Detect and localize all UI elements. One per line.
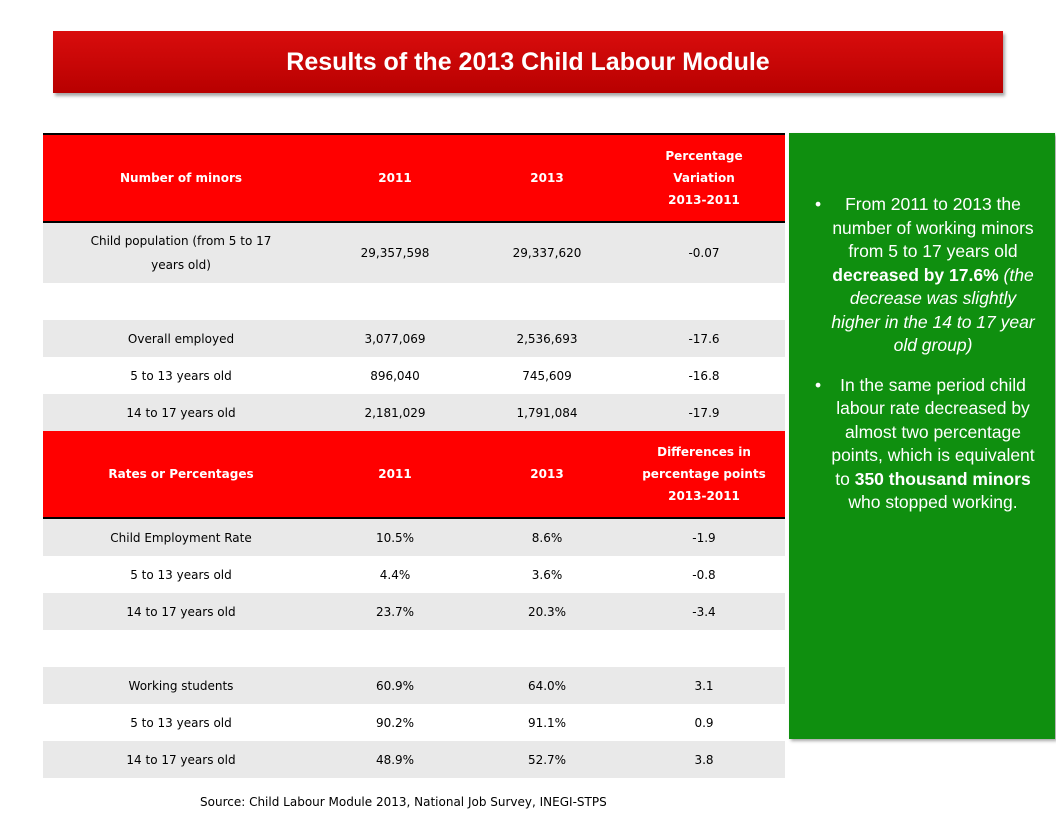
table-row bbox=[43, 518, 785, 556]
header-line: 2013-2011 bbox=[668, 193, 740, 207]
table-cell bbox=[623, 283, 785, 320]
table-cell: 29,357,598 bbox=[319, 222, 471, 283]
header-cell: 2011 bbox=[319, 431, 471, 518]
table-cell: 60.9% bbox=[319, 667, 471, 704]
header-line: Percentage bbox=[665, 149, 743, 163]
table-cell: -3.4 bbox=[623, 593, 785, 630]
table-cell: 48.9% bbox=[319, 741, 471, 778]
table-cell: Child Employment Rate bbox=[43, 518, 319, 556]
table-cell: -0.8 bbox=[623, 556, 785, 593]
table-cell: Working students bbox=[43, 667, 319, 704]
summary-bullet bbox=[815, 193, 1041, 358]
table-cell bbox=[623, 630, 785, 667]
header-cell: Rates or Percentages bbox=[43, 431, 319, 518]
source-note: Source: Child Labour Module 2013, National Job Survey, INEGI-STPS bbox=[200, 795, 607, 809]
table-cell bbox=[43, 283, 319, 320]
table-cell bbox=[471, 630, 623, 667]
table-cell: 5 to 13 years old bbox=[43, 556, 319, 593]
bullet-icon: • bbox=[815, 194, 822, 214]
title-banner bbox=[53, 31, 1003, 93]
header-line: 2013-2011 bbox=[668, 489, 740, 503]
summary-text: In the same period child labour rate decreased by almost two percentage points, which is equivalent to bbox=[831, 374, 1035, 489]
summary-bold: decreased by 17.6% bbox=[832, 264, 999, 285]
table-row bbox=[43, 593, 785, 630]
header-cell: Number of minors bbox=[43, 134, 319, 222]
table-cell: 52.7% bbox=[471, 741, 623, 778]
table-cell: 10.5% bbox=[319, 518, 471, 556]
table-row bbox=[43, 394, 785, 431]
summary-box bbox=[789, 133, 1055, 739]
table-cell: 2,536,693 bbox=[471, 320, 623, 357]
table-cell bbox=[43, 630, 319, 667]
table-cell: 3.8 bbox=[623, 741, 785, 778]
table-cell: 1,791,084 bbox=[471, 394, 623, 431]
table-cell: -0.07 bbox=[623, 222, 785, 283]
table-cell: -16.8 bbox=[623, 357, 785, 394]
table-cell: 3,077,069 bbox=[319, 320, 471, 357]
table-cell bbox=[43, 222, 319, 283]
summary-text: who stopped working. bbox=[848, 492, 1018, 512]
table-spacer-row bbox=[43, 630, 785, 667]
table-row bbox=[43, 556, 785, 593]
table-cell: 2,181,029 bbox=[319, 394, 471, 431]
table-cell: 896,040 bbox=[319, 357, 471, 394]
header-cell: 2013 bbox=[471, 134, 623, 222]
header-cell: 2013 bbox=[471, 431, 623, 518]
table-cell: 14 to 17 years old bbox=[43, 593, 319, 630]
table-cell: 91.1% bbox=[471, 704, 623, 741]
table-cell: 5 to 13 years old bbox=[43, 704, 319, 741]
table-cell bbox=[471, 283, 623, 320]
page-title: Results of the 2013 Child Labour Module bbox=[286, 47, 770, 76]
results-table bbox=[43, 133, 785, 778]
table-cell: 14 to 17 years old bbox=[43, 394, 319, 431]
bullet-icon: • bbox=[815, 374, 822, 395]
table-row bbox=[43, 222, 785, 283]
table-cell: 29,337,620 bbox=[471, 222, 623, 283]
table-cell: 23.7% bbox=[319, 593, 471, 630]
table-cell: 3.1 bbox=[623, 667, 785, 704]
table-cell: -17.6 bbox=[623, 320, 785, 357]
table-row bbox=[43, 704, 785, 741]
table-cell: -1.9 bbox=[623, 518, 785, 556]
table-cell: 8.6% bbox=[471, 518, 623, 556]
cell-line: Child population (from 5 to 17 bbox=[90, 234, 272, 248]
table-row bbox=[43, 320, 785, 357]
header-line: Differences in bbox=[657, 445, 751, 459]
table-row bbox=[43, 667, 785, 704]
table-cell: 745,609 bbox=[471, 357, 623, 394]
table-cell: 3.6% bbox=[471, 556, 623, 593]
header-cell: 2011 bbox=[319, 134, 471, 222]
table-cell: Overall employed bbox=[43, 320, 319, 357]
cell-line: years old) bbox=[151, 258, 211, 272]
table-cell bbox=[319, 283, 471, 320]
summary-bold: 350 thousand minors bbox=[854, 468, 1031, 489]
table-cell: 4.4% bbox=[319, 556, 471, 593]
table-cell: 20.3% bbox=[471, 593, 623, 630]
summary-bullet bbox=[815, 374, 1041, 515]
table-cell: 14 to 17 years old bbox=[43, 741, 319, 778]
table-cell: 5 to 13 years old bbox=[43, 357, 319, 394]
header-line: Variation bbox=[673, 171, 735, 185]
summary-text: From 2011 to 2013 the number of working minors from 5 to 17 years old bbox=[832, 194, 1034, 261]
table-cell: 64.0% bbox=[471, 667, 623, 704]
table-cell: 90.2% bbox=[319, 704, 471, 741]
table-header-row bbox=[43, 134, 785, 222]
table-header-row bbox=[43, 431, 785, 518]
table-cell: -17.9 bbox=[623, 394, 785, 431]
header-cell bbox=[623, 134, 785, 222]
table-cell: 0.9 bbox=[623, 704, 785, 741]
table-spacer-row bbox=[43, 283, 785, 320]
table-row bbox=[43, 357, 785, 394]
summary-italic: (the decrease was slightly higher in the 14 to 17 year old group) bbox=[831, 264, 1035, 355]
header-cell bbox=[623, 431, 785, 518]
header-line: percentage points bbox=[642, 467, 766, 481]
table-row bbox=[43, 741, 785, 778]
table-cell bbox=[319, 630, 471, 667]
